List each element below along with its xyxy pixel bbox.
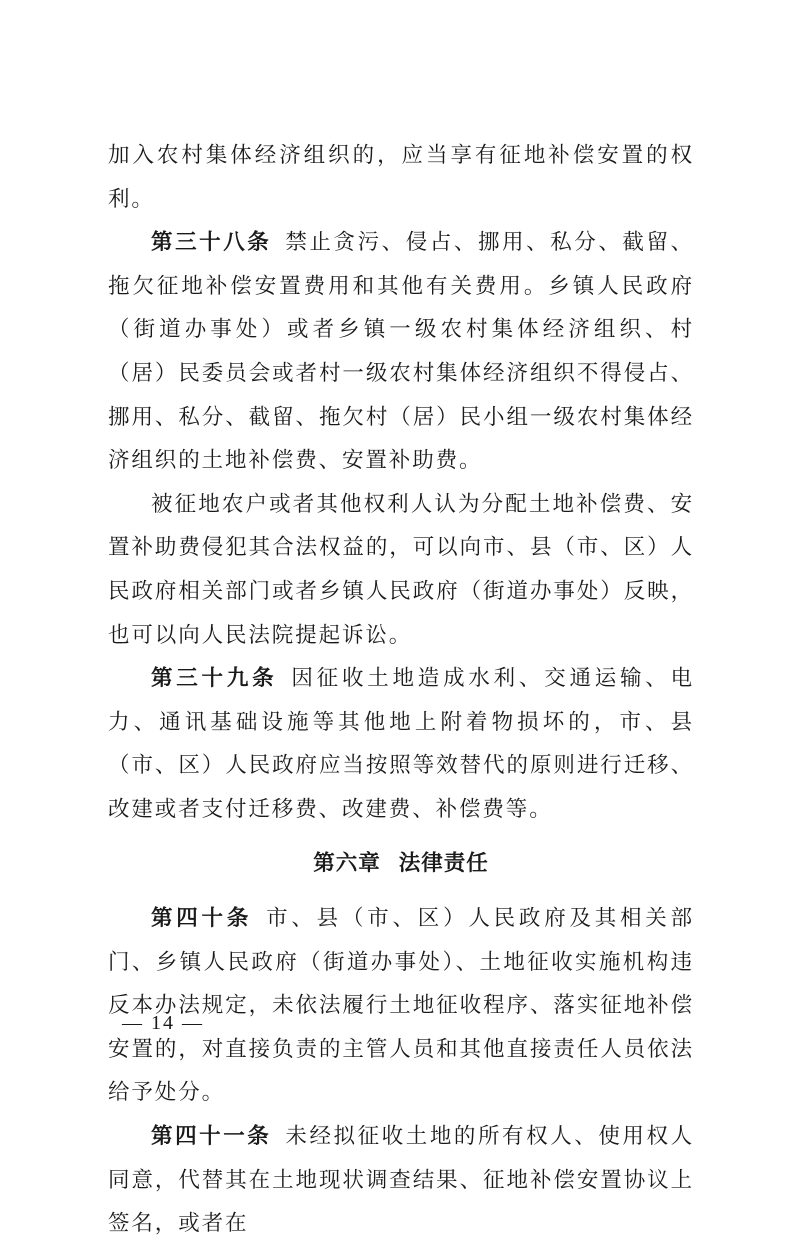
chapter-heading [108, 842, 694, 886]
paragraph-continuation: 加入农村集体经济组织的，应当享有征地补偿安置的权利。 [108, 143, 694, 212]
article-41-label: 第四十一条 [151, 1124, 272, 1150]
article-39-label: 第三十九条 [151, 666, 278, 692]
chapter-title: 法律责任 [398, 850, 489, 876]
chapter-number: 第六章 [313, 850, 381, 876]
article-40 [108, 897, 694, 1115]
article-41-text: 未经拟征收土地的所有权人、使用权人同意，代替其在土地现状调查结果、征地补偿安置协议上签名，或者在 [108, 1124, 694, 1237]
article-38-text: 禁止贪污、侵占、挪用、私分、截留、拖欠征地补偿安置费用和其他有关费用。乡镇人民政府（街道办事处）或者乡镇一级农村集体经济组织、村（居）民委员会或者村一级农村集体经济组织不得侵占、挪用、私分、截留、拖欠村（居）民小组一级农村集体经济组织的土地补偿费、安置补助费。 [108, 230, 694, 474]
article-38 [108, 221, 694, 483]
article-39 [108, 657, 694, 831]
article-39-text: 因征收土地造成水利、交通运输、电力、通讯基础设施等其他地上附着物损坏的，市、县（市、区）人民政府应当按照等效替代的原则进行迁移、改建或者支付迁移费、改建费、补偿费等。 [108, 666, 694, 822]
body-text [108, 134, 694, 1246]
article-40-text: 市、县（市、区）人民政府及其相关部门、乡镇人民政府（街道办事处）、土地征收实施机构违反本办法规定，未依法履行土地征收程序、落实征地补偿安置的，对直接负责的主管人员和其他直接责任人员依法给予处分。 [108, 906, 694, 1106]
article-38-label: 第三十八条 [151, 230, 272, 256]
page-number: — 14 — [122, 1012, 204, 1034]
article-41 [108, 1115, 694, 1246]
article-40-label: 第四十条 [151, 906, 253, 932]
paragraph-appeal: 被征地农户或者其他权利人认为分配土地补偿费、安置补助费侵犯其合法权益的，可以向市、县（市、区）人民政府相关部门或者乡镇人民政府（街道办事处）反映，也可以向人民法院提起诉讼。 [108, 491, 694, 648]
